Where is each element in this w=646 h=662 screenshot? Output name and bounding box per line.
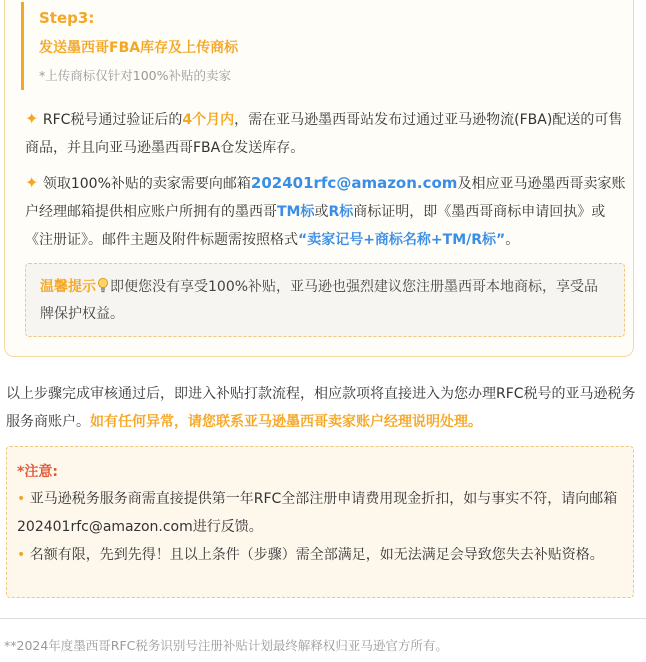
r-highlight: R标 xyxy=(328,204,354,220)
para-text: RFC税号通过验证后的 xyxy=(38,112,183,128)
tip-box xyxy=(25,263,625,337)
step-title: Step3: xyxy=(39,9,95,27)
contact-highlight: 如有任何异常，请您联系亚马逊墨西哥卖家账户经理说明处理。 xyxy=(90,414,482,430)
para-text: 。 xyxy=(505,232,520,248)
tip-text xyxy=(40,274,612,328)
deadline-highlight: 4个月内 xyxy=(182,112,235,128)
trademark-requirement-paragraph xyxy=(25,169,627,254)
star-icon: ✦ xyxy=(25,109,39,128)
notice-item xyxy=(17,541,627,569)
after-text: 以上步骤完成审核通过后，即进入补贴打款流程，相应款项将直接进入为您办理RFC税号的亚马逊税务服务商账户。 xyxy=(6,386,636,430)
divider xyxy=(0,618,646,619)
notice-item-text: 亚马逊税务服务商需直接提供第一年RFC全部注册申请费用现金折扣，如与事实不符，请向邮箱202401rfc@amazon.com进行反馈。 xyxy=(17,491,618,535)
notice-item xyxy=(17,485,627,541)
email-link[interactable]: 202401rfc@amazon.com xyxy=(250,174,458,192)
step-accent-bar xyxy=(21,2,24,90)
bullet-icon: • xyxy=(17,547,26,563)
para-text: 及相应亚马逊墨西哥卖家账户经理邮箱提供相应账户所拥有的墨西哥 xyxy=(25,176,626,220)
step-note: *上传商标仅针对100%补贴的卖家 xyxy=(39,68,231,83)
star-icon: ✦ xyxy=(25,173,39,192)
tm-highlight: TM标 xyxy=(277,204,315,220)
para-text: 商标证明，即《墨西哥商标申请回执》或《注册证》。邮件主题及附件标题需按照格式 xyxy=(25,204,606,248)
format-highlight: “卖家记号+商标名称+TM/R标” xyxy=(298,232,506,248)
notice-box xyxy=(6,446,634,598)
tip-label: 温馨提示 xyxy=(40,279,96,295)
footer-disclaimer: **2024年度墨西哥RFC税务识别号注册补贴计划最终解释权归亚马逊官方所有。 xyxy=(4,638,448,653)
notice-item-text: 名额有限，先到先得！且以上条件（步骤）需全部满足，如无法满足会导致您失去补贴资格。 xyxy=(25,547,604,563)
step-header xyxy=(21,2,321,90)
tip-body: 即便您没有享受100%补贴，亚马逊也强烈建议您注册墨西哥本地商标，享受品牌保护权益。 xyxy=(40,279,599,322)
notice-title: *注意: xyxy=(17,464,58,480)
fba-requirement-paragraph xyxy=(25,105,627,162)
bullet-icon: • xyxy=(17,491,26,507)
para-text: 或 xyxy=(314,204,329,220)
step-subtitle: 发送墨西哥FBA库存及上传商标 xyxy=(39,40,239,56)
para-text: ，需在亚马逊墨西哥站发布过通过亚马逊物流(FBA)配送的可售商品，并且向亚马逊墨西哥FBA仓发送库存。 xyxy=(25,112,623,156)
after-approval-paragraph xyxy=(6,380,638,436)
lightbulb-icon xyxy=(96,276,110,292)
para-text: 领取100%补贴的卖家需要向邮箱 xyxy=(38,176,251,192)
step3-card xyxy=(4,0,634,357)
